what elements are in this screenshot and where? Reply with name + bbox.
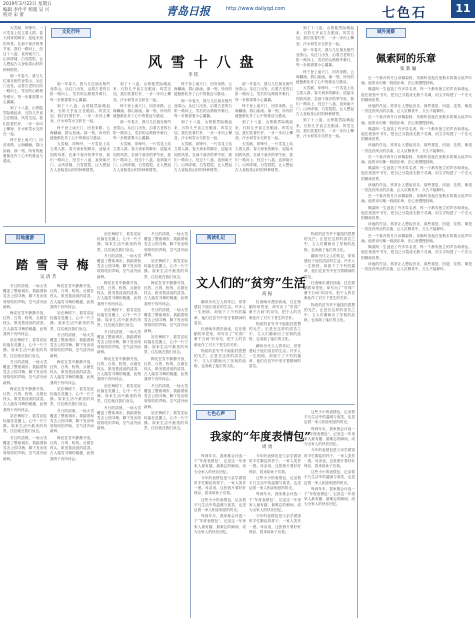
- mid-divider: [190, 230, 191, 618]
- taxue-col-2: 梅花在雪中静静开放，红的、白的、粉的，点缀在枝头，散发着淡淡的清香。古人踏雪寻梅的雅趣，此刻我终于有所体会。 站在梅树下，看雪花轻轻落在花瓣上，心中一片宁静。原来生活中最美的风景，往往就在我们身边。 冬日的清晨，一场大雪覆盖了整座城市。我踏着积雪去公园寻梅，脚下发出咯吱咯吱的声响，空气清冷而新鲜。 梅花在雪中静静开放，红的、白的、粉的，点缀在枝头，散发着淡淡的清香。古人踏雪寻梅的雅趣，此刻我终于有所体会。 站在梅树下，看雪花轻轻落在花瓣上，心中一片宁静。原来生活中最美的风景，往往就在我们身边。 冬日的清晨，一场大雪覆盖了整座城市。我踏着积雪去公园寻梅，脚下发出咯吱咯吱的声响，空气清冷而新鲜。 梅花在雪中静静开放，红的、白的、粉的，点缀在枝头，散发着淡淡的清香。古人踏雪寻梅的雅趣，此刻我终于有所体会。: [50, 284, 94, 461]
- taxue-col-3: 站在梅树下，看雪花轻轻落在花瓣上，心中一片宁静。原来生活中最美的风景，往往就在我们身边。 冬日的清晨，一场大雪覆盖了整座城市。我踏着积雪去公园寻梅，脚下发出咯吱咯吱的声响，空气清冷而新鲜。 梅花在雪中静静开放，红的、白的、粉的，点缀在枝头，散发着淡淡的清香。古人踏雪寻梅的雅趣，此刻我终于有所体会。 站在梅树下，看雪花轻轻落在花瓣上，心中一片宁静。原来生活中最美的风景，往往就在我们身边。 冬日的清晨，一场大雪覆盖了整座城市。我踏着积雪去公园寻梅，脚下发出咯吱咯吱的声响，空气清冷而新鲜。 梅花在雪中静静开放，红的、白的、粉的，点缀在枝头，散发着淡淡的清香。古人踏雪寻梅的雅趣，此刻我终于有所体会。 站在梅树下，看雪花轻轻落在花瓣上，心中一片宁静。原来生活中最美的风景，往往就在我们身边。 冬日的清晨，一场大雪覆盖了整座城市。我踏着积雪去公园寻梅，脚下发出咯吱咯吱的声响，空气清冷而新鲜。: [97, 232, 141, 431]
- fengxue-col-2: 到了十八盘，山势陡然险峻起来，石阶几乎直立在眼前。风雪交加，我们扶着栏杆，一步一步向上攀登，汗水和雪水交织在一起。 终于登上南天门，回首来路，云海翻涌，群山如画。那一刻，所有的疲惫都化作了心中的豪迈与感动。 那一年春天，我与几位朋友相约登泰山。从红门出发，沿着古老的石阶一路向上，雪后的山路格外难行，每一步都需要小心翼翼。 大雪赋，冲锋号，一片雪花上站立着人群。春天到来的脚步，迎接未知的风景。在那个寒冷的季节里，我们一路向上，经过十八盘，直到南天门，山风呼啸，白雪皑皑，让人想起古人登临泰山时的种种情景。: [113, 82, 171, 173]
- wojia-col-3: 这些小小的表情包，记录着平凡生活中的温暖与欢笑，也见证着一家人相亲相爱的时光。 每到年末，我家都会评选一个“年度表情包”，记录这一年里家人最有趣、最难忘的瞬间，成为全家人的快乐回忆。 今年的表情包是父亲学做饭时手忙脚乱的样子，一家人笑作一团。母亲说，这张照片要好好保存，将来给孙子们看。 这些小小的表情包，记录着平凡生活中的温暖与欢笑，也见证着一家人相亲相爱的时光。 每到年末，我家都会评选一个“年度表情包”，记录这一年里家人最有趣、最难忘的瞬间，成为全家人的快乐回忆。: [304, 410, 355, 507]
- taxue-col-1: 冬日的清晨，一场大雪覆盖了整座城市。我踏着积雪去公园寻梅，脚下发出咯吱咯吱的声响，空气清冷而新鲜。 梅花在雪中静静开放，红的、白的、粉的，点缀在枝头，散发着淡淡的清香。古人踏雪寻梅的雅趣，此刻我终于有所体会。 站在梅树下，看雪花轻轻落在花瓣上，心中一片宁静。原来生活中最美的风景，往往就在我们身边。 冬日的清晨，一场大雪覆盖了整座城市。我踏着积雪去公园寻梅，脚下发出咯吱咯吱的声响，空气清冷而新鲜。 梅花在雪中静静开放，红的、白的、粉的，点缀在枝头，散发着淡淡的清香。古人踏雪寻梅的雅趣，此刻我终于有所体会。 站在梅树下，看雪花轻轻落在花瓣上，心中一片宁静。原来生活中最美的风景，往往就在我们身边。 冬日的清晨，一场大雪覆盖了整座城市。我踏着积雪去公园寻梅，脚下发出咯吱咯吱的声响，空气清冷而新鲜。: [3, 284, 47, 461]
- article-title-fengxue: 风 雪 十 八 盘: [148, 55, 256, 71]
- header-meta: [3, 2, 51, 19]
- section-divider-top: [3, 226, 355, 227]
- website-link[interactable]: http://www.dailyqd.com: [226, 6, 286, 12]
- tag-foreign: 域外观察: [366, 28, 406, 38]
- wenren-col-3: 物质的贫穷并不能阻挡思想的光芒。正是在这样的清苦之中，文人们磨砺出了坚韧的品格，也成就了灿烂的文化。 翻读历代文人的传记，常常感叹于他们清贫的生活。许多人一生困顿，却留下了不朽的篇章，他们在贫穷中坚守着精神的富足。 杜甫晚年漂泊西南，住在简陋的草堂里，却写出了“安得广厦千万间”的诗句，把个人的苦难化作了对天下苍生的关怀。 物质的贫穷并不能阻挡思想的光芒。正是在这样的清苦之中，文人们磨砺出了坚韧的品格，也成就了灿烂的文化。: [304, 232, 355, 323]
- header-rule: [0, 21, 475, 23]
- tag-voice: 七色心声: [196, 410, 236, 420]
- page-header: [0, 0, 475, 22]
- right-column-divider: [357, 26, 358, 618]
- article-author-pei: 张 新 颖: [400, 67, 417, 72]
- paper-logo: 青岛日报: [166, 5, 210, 18]
- article-title-wojia: 我家的“年度表情包”: [210, 430, 311, 443]
- column-divider: [45, 26, 46, 223]
- section-title: 七色石: [382, 6, 428, 21]
- fengxue-col-5: 到了十八盘，山势陡然险峻起来，石阶几乎直立在眼前。风雪交加，我们扶着栏杆，一步一步向上攀登，汗水和雪水交织在一起。 那一年春天，我与几位朋友相约登泰山。从红门出发，沿着古老的石阶一路向上，雪后的山路格外难行，每一步都需要小心翼翼。 终于登上南天门，回首来路，云海翻涌，群山如画。那一刻，所有的疲惫都化作了心中的豪迈与感动。 大雪赋，冲锋号，一片雪花上站立着人群。春天到来的脚步，迎接未知的风景。在那个寒冷的季节里，我们一路向上，经过十八盘，直到南天门，山风呼啸，白雪皑皑，让人想起古人登临泰山时的种种情景。 到了十八盘，山势陡然险峻起来，石阶几乎直立在眼前。风雪交加，我们扶着栏杆，一步一步向上攀登，汗水和雪水交织在一起。: [296, 26, 354, 139]
- article-author-wojia: 周 勇: [262, 445, 273, 450]
- article-title-taxue: 踏 雪 寻 梅: [16, 258, 91, 272]
- page-number: 11: [451, 0, 475, 18]
- proof-line: 校对 宋 蕾: [3, 13, 24, 18]
- wenren-col-2: 杜甫晚年漂泊西南，住在简陋的草堂里，却写出了“安得广厦千万间”的诗句，把个人的苦难化作了对天下苍生的关怀。 物质的贫穷并不能阻挡思想的光芒。正是在这样的清苦之中，文人们磨砺出了坚韧的品格，也成就了灿烂的文化。 翻读历代文人的传记，常常感叹于他们清贫的生活。许多人一生困顿，却留下了不朽的篇章，他们在贫穷中坚守着精神的富足。: [249, 300, 301, 369]
- tag-reading: 阅读札记: [196, 234, 236, 244]
- wojia-col-2: 今年的表情包是父亲学做饭时手忙脚乱的样子，一家人笑作一团。母亲说，这张照片要好好保存，将来给孙子们看。 这些小小的表情包，记录着平凡生活中的温暖与欢笑，也见证着一家人相亲相爱的时光。 每到年末，我家都会评选一个“年度表情包”，记录这一年里家人最有趣、最难忘的瞬间，成为全家人的快乐回忆。 今年的表情包是父亲学做饭时手忙脚乱的样子，一家人笑作一团。母亲说，这张照片要好好保存，将来给孙子们看。: [249, 454, 301, 534]
- section-divider-bottom: [193, 404, 355, 405]
- wenren-col-1: 翻读历代文人的传记，常常感叹于他们清贫的生活。许多人一生困顿，却留下了不朽的篇章，他们在贫穷中坚守着精神的富足。 杜甫晚年漂泊西南，住在简陋的草堂里，却写出了“安得广厦千万间”的诗句，把个人的苦难化作了对天下苍生的关怀。 物质的贫穷并不能阻挡思想的光芒。正是在这样的清苦之中，文人们磨砺出了坚韧的品格，也成就了灿烂的文化。: [194, 300, 246, 369]
- article-author-fengxue: 李 钦: [188, 73, 199, 78]
- lead-column: 大雪赋，冲锋号，一片雪花上站立着人群。春天到来的脚步，迎接未知的风景。在那个寒冷的季节里，我们一路向上，经过十八盘，直到南天门，山风呼啸，白雪皑皑，让人想起古人登临泰山时的种种情景。 那一年春天，我与几位朋友相约登泰山。从红门出发，沿着古老的石阶一路向上，雪后的山路格外难行，每一步都需要小心翼翼。 到了十八盘，山势陡然险峻起来，石阶几乎直立在眼前。风雪交加，我们扶着栏杆，一步一步向上攀登，汗水和雪水交织在一起。 终于登上南天门，回首来路，云海翻涌，群山如画。那一刻，所有的疲惫都化作了心中的豪迈与感动。: [3, 26, 43, 164]
- editor-line: 编辑 李作平 组版 吴 兴: [3, 7, 50, 13]
- fengxue-col-1: 那一年春天，我与几位朋友相约登泰山。从红门出发，沿着古老的石阶一路向上，雪后的山路格外难行，每一步都需要小心翼翼。 到了十八盘，山势陡然险峻起来，石阶几乎直立在眼前。风雪交加，我们扶着栏杆，一步一步向上攀登，汗水和雪水交织在一起。 终于登上南天门，回首来路，云海翻涌，群山如画。那一刻，所有的疲惫都化作了心中的豪迈与感动。 大雪赋，冲锋号，一片雪花上站立着人群。春天到来的脚步，迎接未知的风景。在那个寒冷的季节里，我们一路向上，经过十八盘，直到南天门，山风呼啸，白雪皑皑，让人想起古人登临泰山时的种种情景。: [50, 82, 110, 173]
- taxue-col-4: 冬日的清晨，一场大雪覆盖了整座城市。我踏着积雪去公园寻梅，脚下发出咯吱咯吱的声响，空气清冷而新鲜。 站在梅树下，看雪花轻轻落在花瓣上，心中一片宁静。原来生活中最美的风景，往往就在我们身边。 梅花在雪中静静开放，红的、白的、粉的，点缀在枝头，散发着淡淡的清香。古人踏雪寻梅的雅趣，此刻我终于有所体会。 冬日的清晨，一场大雪覆盖了整座城市。我踏着积雪去公园寻梅，脚下发出咯吱咯吱的声响，空气清冷而新鲜。 站在梅树下，看雪花轻轻落在花瓣上，心中一片宁静。原来生活中最美的风景，往往就在我们身边。 梅花在雪中静静开放，红的、白的、粉的，点缀在枝头，散发着淡淡的清香。古人踏雪寻梅的雅趣，此刻我终于有所体会。 冬日的清晨，一场大雪覆盖了整座城市。我踏着积雪去公园寻梅，脚下发出咯吱咯吱的声响，空气清冷而新鲜。 站在梅树下，看雪花轻轻落在花瓣上，心中一片宁静。原来生活中最美的风景，往往就在我们身边。: [144, 232, 188, 431]
- wojia-col-1: 每到年末，我家都会评选一个“年度表情包”，记录这一年里家人最有趣、最难忘的瞬间，成为全家人的快乐回忆。 今年的表情包是父亲学做饭时手忙脚乱的样子，一家人笑作一团。母亲说，这张照片要好好保存，将来给孙子们看。 这些小小的表情包，记录着平凡生活中的温暖与欢笑，也见证着一家人相亲相爱的时光。 每到年末，我家都会评选一个“年度表情包”，记录这一年里家人最有趣、最难忘的瞬间，成为全家人的快乐回忆。: [194, 454, 246, 534]
- article-author-wenren: 高 振: [262, 292, 273, 297]
- tag-culture: 文化行吟: [51, 28, 91, 38]
- fengxue-col-4: 那一年春天，我与几位朋友相约登泰山。从红门出发，沿着古老的石阶一路向上，雪后的山路格外难行，每一步都需要小心翼翼。 终于登上南天门，回首来路，云海翻涌，群山如画。那一刻，所有的疲惫都化作了心中的豪迈与感动。 到了十八盘，山势陡然险峻起来，石阶几乎直立在眼前。风雪交加，我们扶着栏杆，一步一步向上攀登，汗水和雪水交织在一起。 大雪赋，冲锋号，一片雪花上站立着人群。春天到来的脚步，迎接未知的风景。在那个寒冷的季节里，我们一路向上，经过十八盘，直到南天门，山风呼啸，白雪皑皑，让人想起古人登临泰山时的种种情景。: [235, 82, 293, 173]
- fengxue-col-3: 终于登上南天门，回首来路，云海翻涌，群山如画。那一刻，所有的疲惫都化作了心中的豪迈与感动。 那一年春天，我与几位朋友相约登泰山。从红门出发，沿着古老的石阶一路向上，雪后的山路格外难行，每一步都需要小心翼翼。 到了十八盘，山势陡然险峻起来，石阶几乎直立在眼前。风雪交加，我们扶着栏杆，一步一步向上攀登，汗水和雪水交织在一起。 大雪赋，冲锋号，一片雪花上站立着人群。春天到来的脚步，迎接未知的风景。在那个寒冷的季节里，我们一路向上，经过十八盘，直到南天门，山风呼啸，白雪皑皑，让人想起古人登临泰山时的种种情景。: [174, 82, 232, 173]
- date-line: 2019年3月22日 星期五: [3, 2, 52, 7]
- pei-body: 在一个寒冷的冬日读佩索阿，仿佛听见他在里斯本的街头低声吟诵。他的诗句像一段段乐章，在心底慢慢回响。 佩索阿一生创造了许多异名者，每一个都有独立的声音和命运。他在孤独中书写，把自己分裂成无数个灵魂，用文字构建了一个宏大的精神世界。 读他的作品，常常让人想起音乐，那些重复、回旋、变奏，像是一首没有终点的乐曲，让人沉醉其中，久久不能释怀。 在一个寒冷的冬日读佩索阿，仿佛听见他在里斯本的街头低声吟诵。他的诗句像一段段乐章，在心底慢慢回响。 佩索阿一生创造了许多异名者，每一个都有独立的声音和命运。他在孤独中书写，把自己分裂成无数个灵魂，用文字构建了一个宏大的精神世界。 读他的作品，常常让人想起音乐，那些重复、回旋、变奏，像是一首没有终点的乐曲，让人沉醉其中，久久不能释怀。 在一个寒冷的冬日读佩索阿，仿佛听见他在里斯本的街头低声吟诵。他的诗句像一段段乐章，在心底慢慢回响。 佩索阿一生创造了许多异名者，每一个都有独立的声音和命运。他在孤独中书写，把自己分裂成无数个灵魂，用文字构建了一个宏大的精神世界。 读他的作品，常常让人想起音乐，那些重复、回旋、变奏，像是一首没有终点的乐曲，让人沉醉其中，久久不能释怀。 在一个寒冷的冬日读佩索阿，仿佛听见他在里斯本的街头低声吟诵。他的诗句像一段段乐章，在心底慢慢回响。 佩索阿一生创造了许多异名者，每一个都有独立的声音和命运。他在孤独中书写，把自己分裂成无数个灵魂，用文字构建了一个宏大的精神世界。 读他的作品，常常让人想起音乐，那些重复、回旋、变奏，像是一首没有终点的乐曲，让人沉醉其中，久久不能释怀。 在一个寒冷的冬日读佩索阿，仿佛听见他在里斯本的街头低声吟诵。他的诗句像一段段乐章，在心底慢慢回响。 佩索阿一生创造了许多异名者，每一个都有独立的声音和命运。他在孤独中书写，把自己分裂成无数个灵魂，用文字构建了一个宏大的精神世界。 读他的作品，常常让人想起音乐，那些重复、回旋、变奏，像是一首没有终点的乐曲，让人沉醉其中，久久不能释怀。: [361, 76, 472, 271]
- article-title-pei: 佩索阿的乐章: [376, 54, 436, 65]
- tag-revisit: 旧地重游: [5, 234, 45, 244]
- article-author-taxue: 吴 清 芳: [40, 275, 57, 280]
- article-title-wenren: 文人们的“贫穷”生活: [196, 276, 306, 290]
